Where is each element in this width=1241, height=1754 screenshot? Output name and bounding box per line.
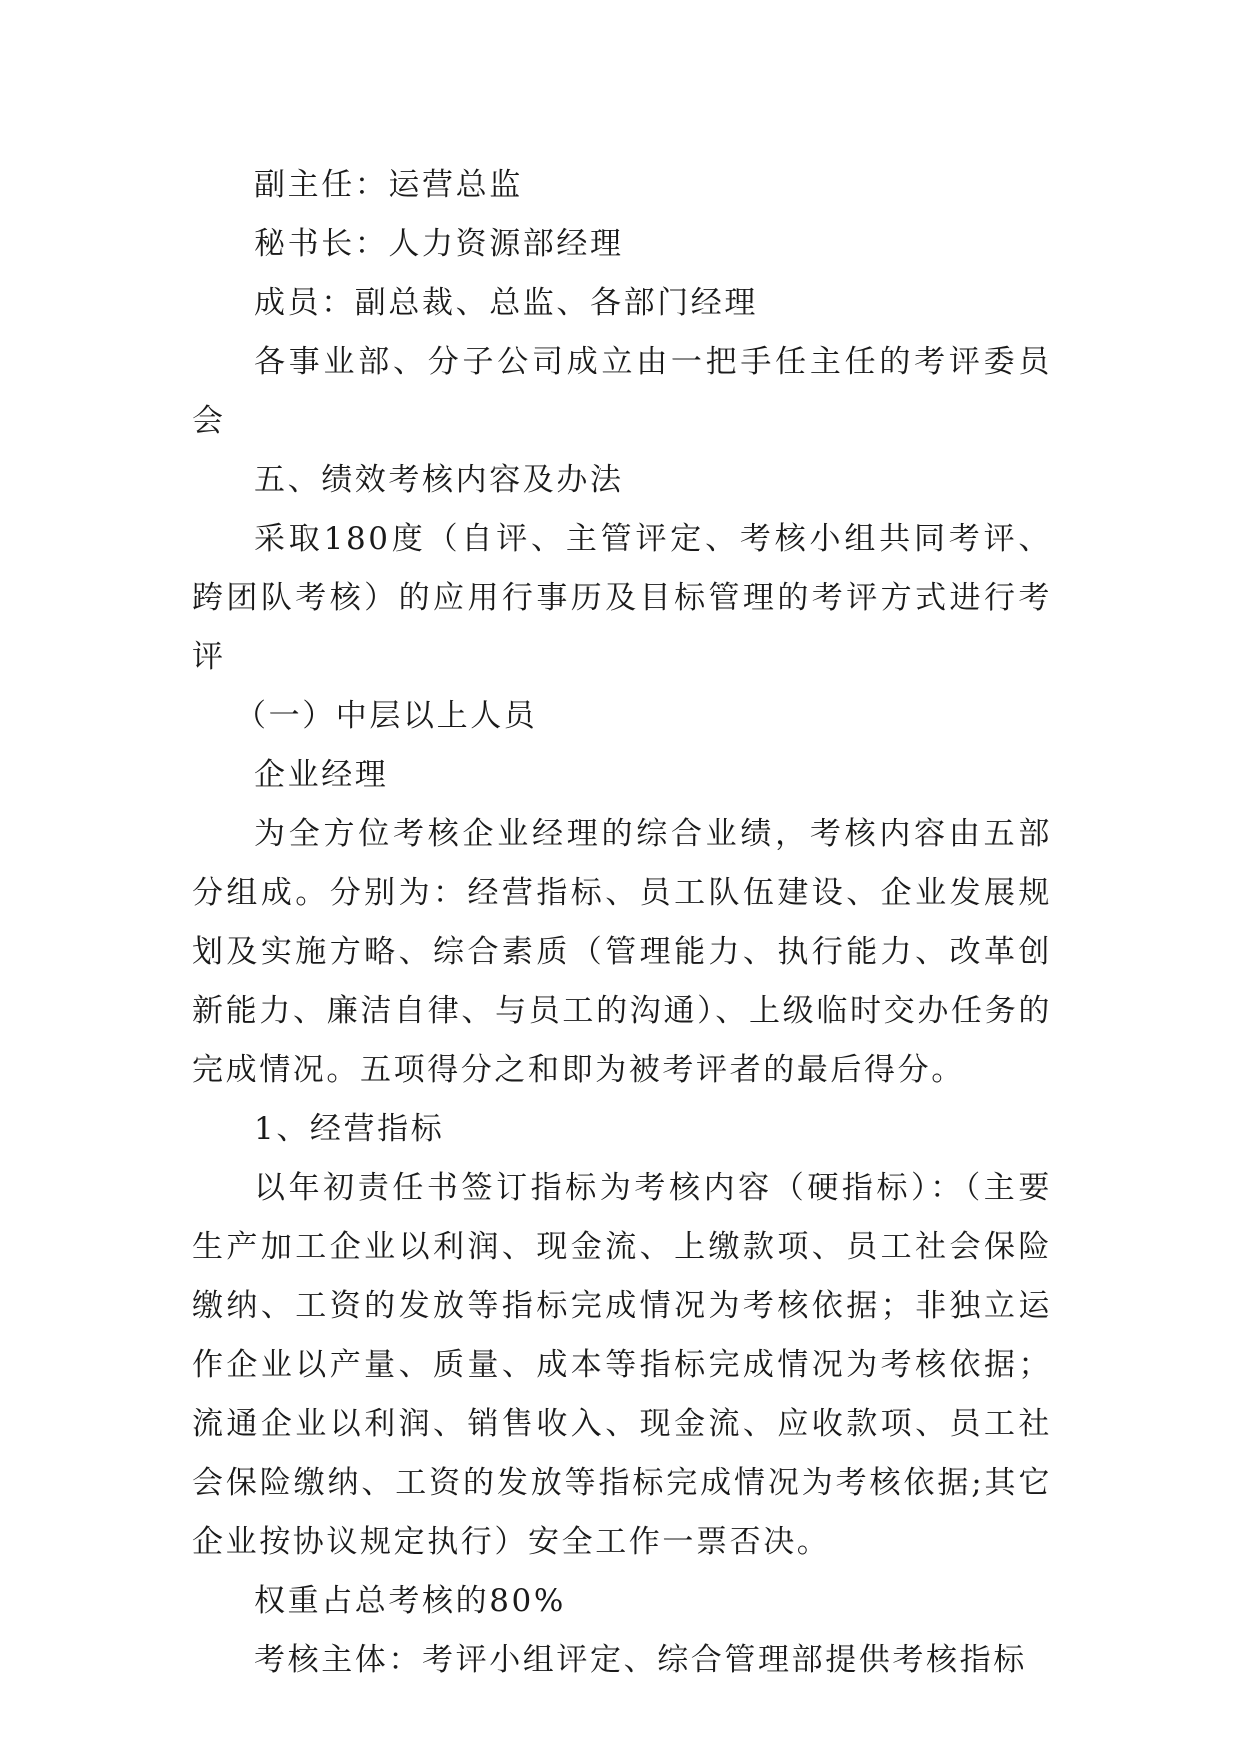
paragraph-indicator-details: 以年初责任书签订指标为考核内容（硬指标）：（主要生产加工企业以利润、现金流、上缴款项、员工社会保险缴纳、工资的发放等指标完成情况为考核依据；非独立运作企业以产量、质量、成本等指标完成情况为考核依据；流通企业以利润、销售收入、现金流、应收款项、员工社会保险缴纳、工资的发放等指标完成情况为考核依据;其它企业按协议规定执行）安全工作一票否决。 — [192, 1170, 1052, 1560]
section-heading-5: 五、绩效考核内容及办法 — [254, 462, 624, 498]
paragraph-deputy-director: 副主任：运营总监 — [254, 167, 523, 203]
paragraph-enterprise-manager: 企业经理 — [254, 757, 389, 793]
paragraph-assessment-subject: 考核主体：考评小组评定、综合管理部提供考核指标 — [254, 1642, 1027, 1678]
paragraph-assessment-content: 为全方位考核企业经理的综合业绩，考核内容由五部分组成。分别为：经营指标、员工队伍建设、企业发展规划及实施方略、综合素质（管理能力、执行能力、改革创新能力、廉洁自律、与员工的沟通）、上级临时交办任务的完成情况。五项得分之和即为被考评者的最后得分。 — [192, 816, 1052, 1088]
paragraph-members: 成员：副总裁、总监、各部门经理 — [254, 285, 758, 321]
item-heading-business-indicators: 1、经营指标 — [254, 1111, 445, 1147]
paragraph-secretary-general: 秘书长：人力资源部经理 — [254, 226, 624, 262]
subsection-heading-1: （一）中层以上人员 — [235, 698, 538, 734]
document-body — [192, 156, 1052, 1690]
paragraph-weight: 权重占总考核的80% — [254, 1583, 566, 1619]
paragraph-evaluation-method: 采取180度（自评、主管评定、考核小组共同考评、跨团队考核）的应用行事历及目标管理的考评方式进行考评 — [192, 521, 1052, 675]
paragraph-division-committee: 各事业部、分子公司成立由一把手任主任的考评委员会 — [192, 344, 1052, 439]
